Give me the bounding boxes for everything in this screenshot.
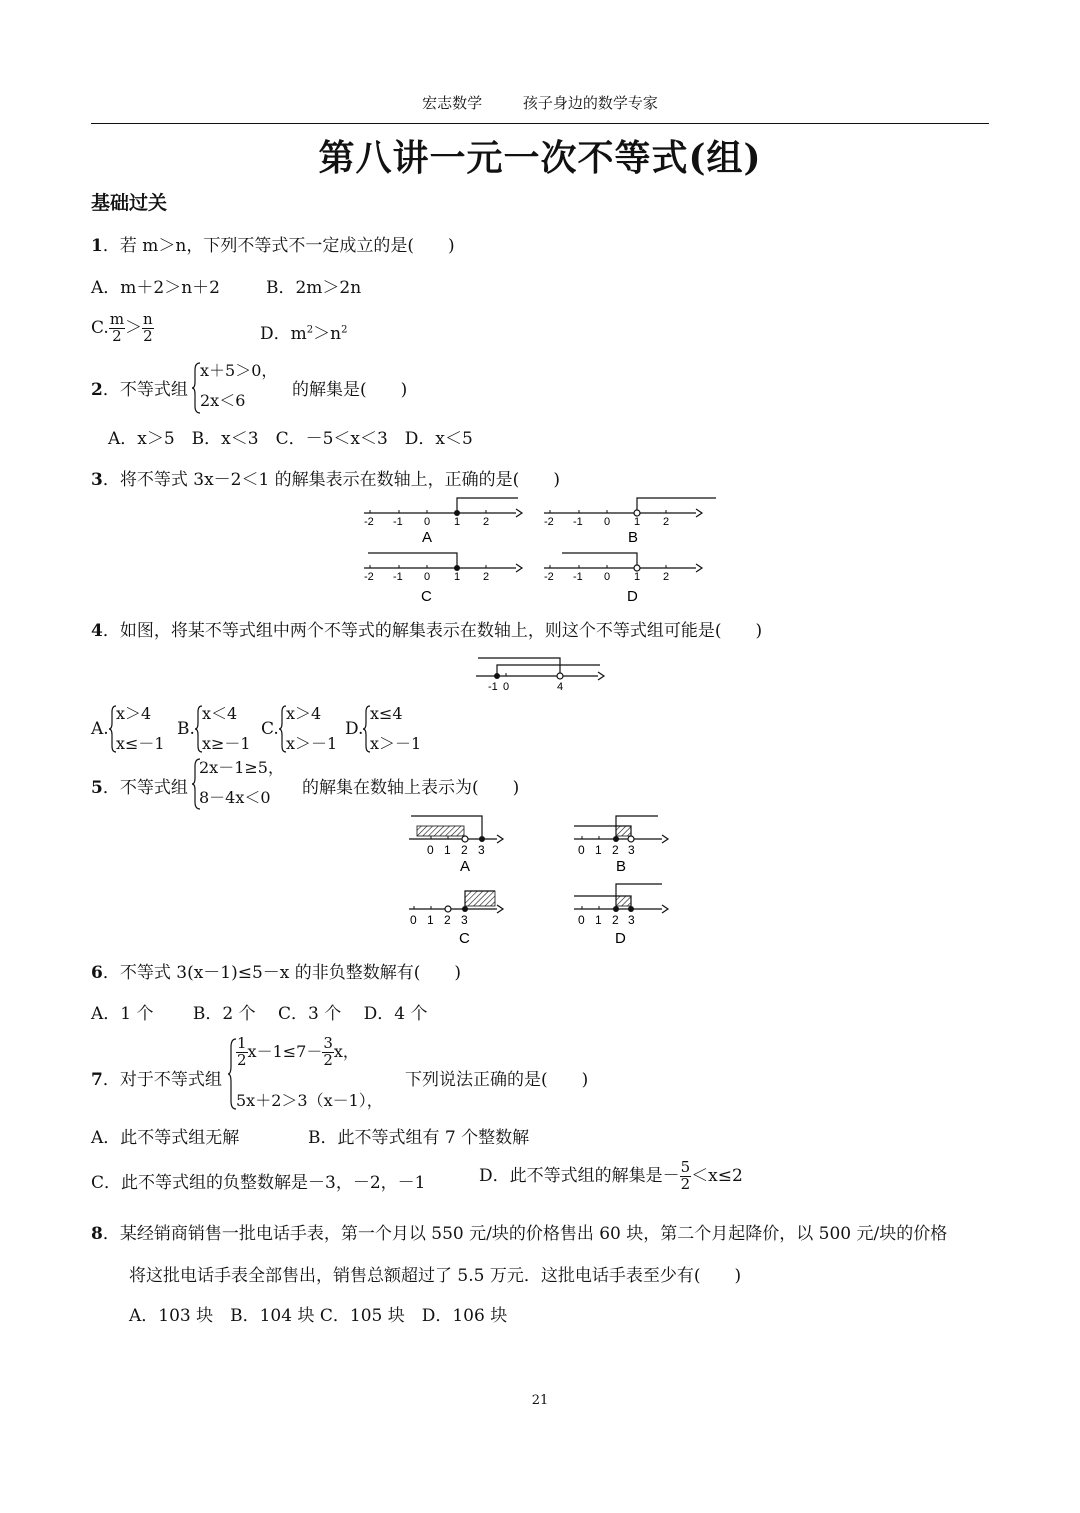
question-stem: ．不等式 3(x－1)≤5－x 的非负整数解有( ) — [102, 963, 462, 983]
page-title: 第八讲一元一次不等式(组) — [318, 137, 762, 179]
tick-label: 3 — [628, 843, 635, 857]
choice-label: A — [422, 529, 433, 546]
option-letter: C. — [91, 317, 109, 338]
option-letter: A. — [91, 719, 109, 739]
system-line: 2x＜6 — [200, 391, 246, 410]
fraction — [680, 1160, 692, 1193]
question-number: 2 — [91, 380, 103, 400]
tick-label: -1 — [573, 516, 583, 528]
question-6 — [91, 958, 461, 983]
q8-options: A．103 块 B．104 块 C．105 块 D．106 块 — [129, 1306, 508, 1326]
tick-label: 2 — [612, 913, 619, 927]
tick-label: 1 — [454, 571, 461, 583]
tick-label: 2 — [461, 843, 468, 857]
choice-label: D — [615, 930, 626, 947]
tick-label: 1 — [595, 913, 602, 927]
system-line: x≥－1 — [202, 734, 251, 753]
question-number: 1 — [91, 236, 103, 256]
choice-label: B — [616, 858, 627, 875]
q3-number-line-b — [540, 492, 720, 552]
tick-label: -1 — [488, 681, 498, 693]
question-number: 3 — [91, 470, 103, 490]
question-stem: ．若 m＞n，下列不等式不一定成立的是( ) — [102, 236, 455, 256]
denominator: 2 — [143, 326, 153, 345]
q6-options: A．1 个 B．2 个 C．3 个 D．4 个 — [91, 1004, 428, 1024]
q3-number-line-d — [540, 547, 720, 607]
option-system — [116, 699, 165, 759]
tick-label: 2 — [663, 516, 670, 528]
q1-option-a: A．m＋2＞n＋2 — [91, 278, 220, 298]
tick-label: -1 — [393, 571, 403, 583]
option-system — [202, 699, 251, 759]
section-heading: 基础过关 — [91, 192, 168, 214]
system-line: x＞－1 — [370, 734, 422, 753]
tick-label: 0 — [604, 516, 611, 528]
system-line: x＜4 — [202, 704, 238, 723]
question-stem: ．不等式组 — [102, 778, 188, 798]
tick-label: 2 — [444, 913, 451, 927]
q5-stem-end: 的解集在数轴上表示为( ) — [302, 778, 520, 798]
question-4 — [91, 616, 762, 641]
question-number: 5 — [91, 778, 103, 798]
option-letter: C. — [261, 719, 279, 739]
choice-label: A — [460, 858, 471, 875]
system-line: x＞4 — [116, 704, 152, 723]
tick-label: 0 — [578, 913, 585, 927]
fraction — [322, 1036, 334, 1069]
question-stem: ．如图，将某不等式组中两个不等式的解集表示在数轴上，则这个不等式组可能是( ) — [102, 621, 763, 641]
fraction — [142, 312, 154, 345]
tick-label: 3 — [628, 913, 635, 927]
q2-options: A．x＞5 B．x＜3 C．－5＜x＜3 D．x＜5 — [108, 429, 473, 449]
option-system — [370, 699, 421, 759]
system-line: x＞－1 — [286, 734, 338, 753]
question-2 — [91, 375, 188, 400]
system-line: x＞4 — [286, 704, 322, 723]
tick-label: 3 — [461, 913, 468, 927]
question-stem: ．将不等式 3x－2＜1 的解集表示在数轴上，正确的是( ) — [102, 470, 560, 490]
question-stem: ．某经销商销售一批电话手表，第一个月以 550 元/块的价格售出 60 块，第二个月起降价，以 500 元/块的价格 — [102, 1224, 948, 1244]
q7-option-d — [479, 1160, 743, 1193]
option-text: D．此不等式组的解集是－ — [479, 1165, 680, 1186]
numerator: n — [143, 310, 153, 328]
choice-label: C — [459, 930, 470, 947]
denominator: 2 — [680, 1174, 691, 1193]
option-text: ＞n — [313, 324, 342, 344]
choice-label: C — [421, 588, 432, 605]
q2-stem-end: 的解集是( ) — [292, 380, 408, 400]
tick-label: 0 — [604, 571, 611, 583]
q4-number-line — [472, 652, 612, 696]
q1-option-c — [91, 312, 154, 345]
tick-label: 2 — [483, 571, 490, 583]
question-8 — [91, 1219, 947, 1244]
q7-stem-end: 下列说法正确的是( ) — [405, 1070, 589, 1090]
q7-system-line-2: 5x＋2＞3（x－1）， — [236, 1091, 383, 1110]
page-number: 21 — [531, 1393, 549, 1408]
tick-label: 1 — [454, 516, 461, 528]
q5-number-line-b — [570, 808, 680, 878]
tick-label: 2 — [612, 843, 619, 857]
tick-label: 1 — [444, 843, 451, 857]
tick-label: 4 — [557, 681, 564, 693]
tick-label: 1 — [427, 913, 434, 927]
tick-label: 0 — [578, 843, 585, 857]
tick-label: -2 — [544, 516, 554, 528]
tick-label: -2 — [364, 571, 374, 583]
question-stem: ．对于不等式组 — [102, 1070, 222, 1090]
exponent: 2 — [341, 324, 348, 336]
tick-label: 0 — [410, 913, 417, 927]
option-text: ＜x≤2 — [691, 1165, 743, 1186]
q3-number-line-a — [360, 492, 540, 552]
system-line: x≤－1 — [116, 734, 165, 753]
system-line: 2x－1≥5， — [199, 758, 284, 777]
q2-system — [200, 356, 277, 416]
q5-number-line-d — [570, 878, 680, 948]
choice-label: B — [628, 529, 639, 546]
tick-label: -1 — [573, 571, 583, 583]
system-line: x≤4 — [370, 704, 403, 723]
symbol: ＞ — [125, 317, 143, 338]
q7-option-a: A．此不等式组无解 — [91, 1128, 240, 1148]
denominator: 2 — [237, 1050, 247, 1069]
q4-options — [91, 700, 451, 760]
fraction — [109, 312, 125, 345]
tick-label: -2 — [544, 571, 554, 583]
header-slogan: 孩子身边的数学专家 — [522, 94, 658, 112]
q3-number-line-c — [360, 547, 540, 607]
q7-option-c: C．此不等式组的负整数解是－3，－2，－1 — [91, 1173, 426, 1193]
tick-label: 1 — [634, 571, 641, 583]
tick-label: 2 — [483, 516, 490, 528]
system-line: 8－4x＜0 — [199, 788, 271, 807]
tick-label: 0 — [427, 843, 434, 857]
q1-option-b: B．2m＞2n — [266, 278, 362, 298]
numerator: 1 — [237, 1034, 247, 1052]
page-header — [0, 92, 1080, 113]
question-7 — [91, 1065, 222, 1090]
q5-number-line-c — [405, 878, 515, 948]
system-text: x－1≤7－ — [247, 1041, 323, 1061]
question-number: 7 — [91, 1070, 103, 1090]
q7-system-line-1 — [236, 1036, 359, 1069]
tick-label: 1 — [634, 516, 641, 528]
numerator: 5 — [680, 1158, 691, 1176]
tick-label: 0 — [503, 681, 510, 693]
tick-label: -2 — [364, 516, 374, 528]
tick-label: 2 — [663, 571, 670, 583]
denominator: 2 — [112, 326, 122, 345]
option-letter: D. — [345, 719, 364, 739]
tick-label: 1 — [595, 843, 602, 857]
q8-stem-line-2: 将这批电话手表全部售出，销售总额超过了 5.5 万元．这批电话手表至少有( ) — [129, 1266, 742, 1286]
question-number: 6 — [91, 963, 103, 983]
system-line: x＋5＞0， — [200, 361, 278, 380]
question-number: 4 — [91, 621, 103, 641]
q1-option-d — [260, 319, 347, 344]
numerator: 3 — [323, 1034, 333, 1052]
q5-number-line-a — [405, 808, 515, 878]
question-1 — [91, 231, 455, 256]
question-3 — [91, 465, 560, 490]
q5-system — [199, 753, 284, 813]
question-5 — [91, 773, 188, 798]
option-letter: B. — [177, 719, 195, 739]
tick-label: -1 — [393, 516, 403, 528]
choice-label: D — [627, 588, 638, 605]
q7-option-b: B．此不等式组有 7 个整数解 — [308, 1128, 530, 1148]
header-rule — [91, 123, 989, 124]
question-number: 8 — [91, 1224, 103, 1244]
denominator: 2 — [323, 1050, 333, 1069]
tick-label: 3 — [478, 843, 485, 857]
question-stem: ．不等式组 — [102, 380, 188, 400]
option-text: D．m — [260, 324, 307, 344]
option-system — [286, 699, 337, 759]
system-text: x， — [333, 1041, 359, 1061]
numerator: m — [109, 310, 125, 328]
fraction — [236, 1036, 248, 1069]
exponent: 2 — [306, 324, 314, 336]
tick-label: 0 — [424, 571, 431, 583]
header-brand: 宏志数学 — [422, 94, 483, 112]
tick-label: 0 — [424, 516, 431, 528]
